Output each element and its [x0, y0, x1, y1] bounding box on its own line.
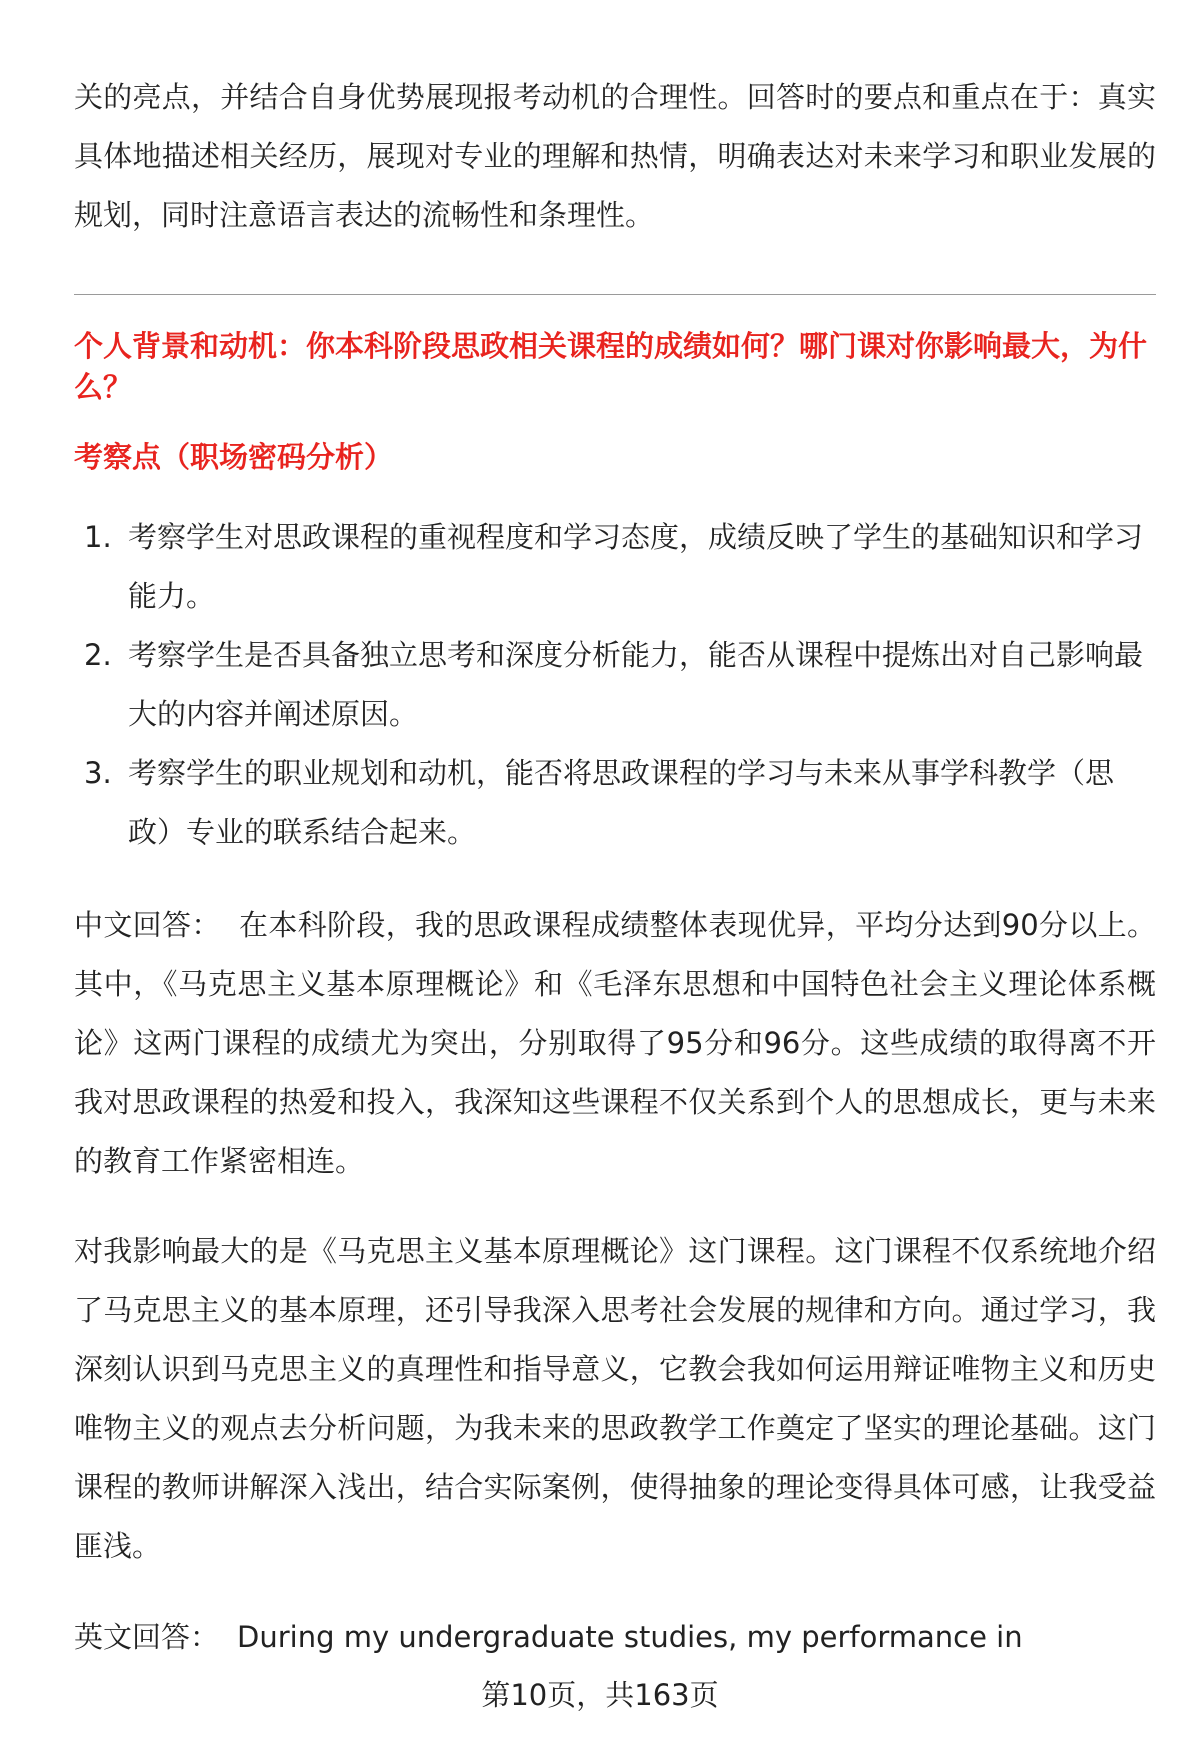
list-item-number: 3.	[84, 756, 112, 790]
list-item	[74, 626, 1156, 744]
list-item-text: 考察学生是否具备独立思考和深度分析能力，能否从课程中提炼出对自己影响最大的内容并阐述原因。	[128, 638, 1144, 731]
assessment-list	[74, 508, 1156, 862]
question-heading: 个人背景和动机：你本科阶段思政相关课程的成绩如何？哪门课对你影响最大，为什么？	[74, 329, 1148, 404]
english-answer-label: 英文回答：	[74, 1620, 220, 1654]
chinese-answer-text: 在本科阶段，我的思政课程成绩整体表现优异，平均分达到90分以上。其中，《马克思主义基本原理概论》和《毛泽东思想和中国特色社会主义理论体系概论》这两门课程的成绩尤为突出，分别取得了95分和96分。这些成绩的取得离不开我对思政课程的热爱和投入，我深知这些课程不仅关系到个人的思想成长，更与未来的教育工作紧密相连。	[74, 908, 1156, 1178]
section-divider	[74, 294, 1156, 295]
english-answer-paragraph	[74, 1608, 1156, 1667]
list-item-text: 考察学生的职业规划和动机，能否将思政课程的学习与未来从事学科教学（思政）专业的联系结合起来。	[128, 756, 1115, 849]
list-item-text: 考察学生对思政课程的重视程度和学习态度，成绩反映了学生的基础知识和学习能力。	[128, 520, 1144, 613]
list-item-number: 1.	[84, 520, 112, 554]
chinese-answer-paragraph-2: 对我影响最大的是《马克思主义基本原理概论》这门课程。这门课程不仅系统地介绍了马克思主义的基本原理，还引导我深入思考社会发展的规律和方向。通过学习，我深刻认识到马克思主义的真理性和指导意义，它教会我如何运用辩证唯物主义和历史唯物主义的观点去分析问题，为我未来的思政教学工作奠定了坚实的理论基础。这门课程的教师讲解深入浅出，结合实际案例，使得抽象的理论变得具体可感，让我受益匪浅。	[74, 1234, 1156, 1563]
assessment-title: 考察点（职场密码分析）	[74, 440, 394, 474]
english-answer-text: During my undergraduate studies, my performance in	[237, 1620, 1023, 1654]
chinese-answer-label: 中文回答：	[74, 908, 221, 942]
list-item	[74, 744, 1156, 862]
intro-paragraph: 关的亮点，并结合自身优势展现报考动机的合理性。回答时的要点和重点在于：真实具体地描述相关经历，展现对专业的理解和热情，明确表达对未来学习和职业发展的规划，同时注意语言表达的流畅性和条理性。	[74, 80, 1156, 232]
list-item-number: 2.	[84, 638, 112, 672]
page-number: 第10页，共163页	[481, 1678, 719, 1712]
chinese-answer-paragraph-1	[74, 896, 1156, 1191]
list-item	[74, 508, 1156, 626]
